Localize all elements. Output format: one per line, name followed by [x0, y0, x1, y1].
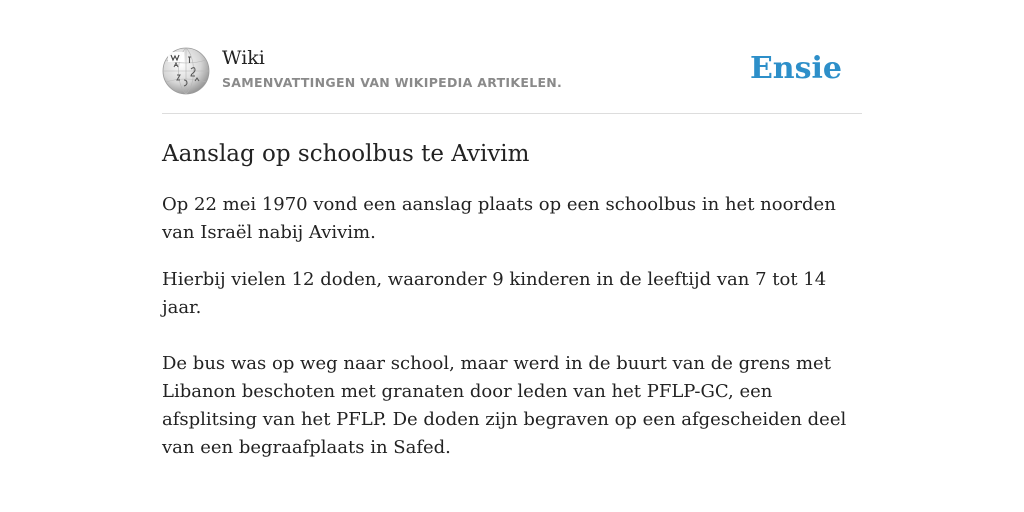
article-paragraph-2: Hierbij vielen 12 doden, waaronder 9 kinderen in de leeftijd van 7 tot 14 jaar.	[162, 269, 827, 318]
ensie-brand-link[interactable]: Ensie	[749, 51, 842, 86]
site-subtitle: SAMENVATTINGEN VAN WIKIPEDIA ARTIKELEN.	[222, 75, 563, 90]
site-header	[162, 0, 862, 114]
wikipedia-globe-icon[interactable]	[162, 47, 210, 95]
article-title: Aanslag op schoolbus te Avivim	[162, 141, 530, 167]
article-paragraph-3: De bus was op weg naar school, maar werd in de buurt van de grens met Libanon beschoten met granaten door leden van het PFLP-GC, een afsplitsing van het PFLP. De doden zijn begraven op een afgescheiden deel van een begraafplaats in Safed.	[162, 353, 847, 458]
page-container	[162, 0, 862, 462]
site-title[interactable]: Wiki	[222, 47, 265, 69]
article-paragraph-1: Op 22 mei 1970 vond een aanslag plaats op een schoolbus in het noorden van Israël nabij Avivim.	[162, 194, 836, 243]
